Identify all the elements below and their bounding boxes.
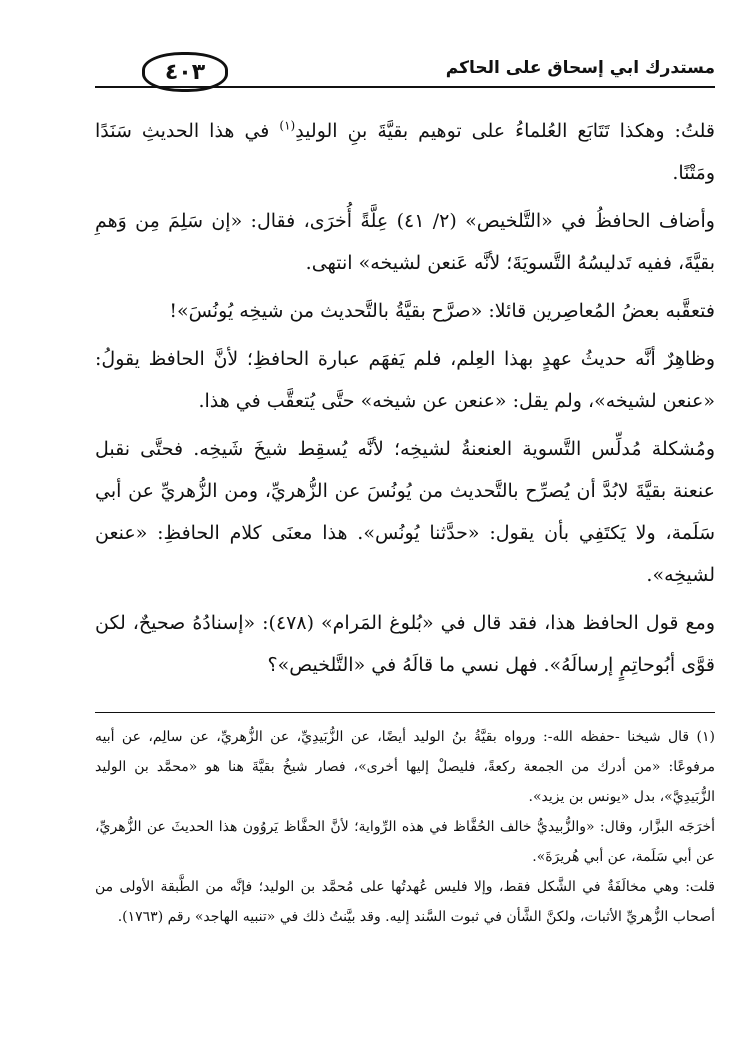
footnote-paragraph: (١) قال شيخنا -حفظه الله-: ورواه بقيَّةُ بنُ الوليد أيضًا، عن الزُّبَيدِيِّ، عن الزُّهريِّ، عن سالِم، عن أبيه مرفوعًا: «من أدرك من الجمعة ركعةً، فليصلْ إليها أخرى»، فصار شيخُ بقيَّةَ هنا هو «محمَّد بن الوليد الزُّبَيدِيَّ»، بدل «يونس بن يزيد». (95, 729, 715, 805)
footnote-separator (95, 712, 715, 713)
paragraph-6: ومع قول الحافظ هذا، فقد قال في «بُلوغ المَرام» (٤٧٨): «إسنادُهُ صحيحٌ، لكن قوَّى أبُوحاتِمٍ إرسالَهُ». فهل نسي ما قالَهُ في «التَّلخيص»؟ (95, 612, 715, 676)
paragraph-5: ومُشكلة مُدلِّس التَّسوية العنعنةُ لشيخِه؛ لأنَّه يُسقِط شيخَ شَيخِه. فحتَّى نقبل عنعنة بقيَّةَ لابُدَّ أن يُصرِّح بالتَّحديث من يُونُسَ عن الزُّهريِّ، ومن الزُّهريِّ عن أبي سَلَمة، ولا يَكتَفِي بأن يقول: «حدَّثنا يُونُس». هذا معنَى كلام الحافظِ: «عنعن لشيخِه». (95, 438, 715, 586)
paragraph-1-text-b: في هذا الحديثِ سَنَدًا ومَتْنًا. (95, 120, 715, 184)
header-rule (95, 86, 715, 88)
running-title: مستدرك ابي إسحاق على الحاكم (445, 58, 715, 78)
paragraph-4: وظاهِرٌ أنَّه حديثُ عهدٍ بهذا العِلم، فلم يَفهَم عبارة الحافظِ؛ لأنَّ الحافظ يقولُ: «عنعن لشيخه»، ولم يقل: «عنعن عن شيخه» حتَّى يُتعقَّب في هذا. (95, 348, 715, 412)
paragraph-3: فتعقَّبه بعضُ المُعاصِرين قائلا: «صرَّح بقيَّةُ بالتَّحديث من شيخِه يُونُسَ»! (169, 300, 715, 322)
footnotes (95, 722, 715, 932)
footnote-paragraph: قلت: وهي مخالَفَةٌ في الشَّكل فقط، وإلا فليس عُهدتُها على مُحمَّد بن الوليد؛ فإنَّه من الطَّبقة الأولى من أصحاب الزُّهريِّ الأثبات، ولكنَّ الشَّأن في ثبوت السَّند إليه. وقد بيَّنتُ ذلك في «تنبيه الهاجد» رقم (١٧٦٣). (95, 879, 715, 925)
paragraph-2: وأضاف الحافظُ في «التَّلخيص» (٢/ ٤١) عِلَّةً أُخرَى، فقال: «إن سَلِمَ مِن وَهمِ بقيَّةَ، ففيه تَدليسُهُ التَّسويَةَ؛ لأنَّه عَنعن لشيخه» انتهى. (95, 210, 715, 274)
page-header (95, 52, 715, 100)
paragraph-1 (95, 110, 715, 194)
page-number: ٤٠٣ (164, 59, 206, 85)
footnote-paragraph: أخرَجَه البزَّار، وقال: «والزُّبيديُّ خالف الحُفَّاظ في هذه الرِّواية؛ لأنَّ الحفَّاظ يَروُون هذا الحديثَ عن الزُّهريِّ، عن أبي سَلَمة، عن أبي هُريرَةَ». (95, 819, 715, 865)
main-text (95, 110, 715, 692)
footnote-marker: (١) (279, 118, 296, 133)
paragraph-1-text-a: قلتُ: وهكذا تَتَابَع العُلماءُ على توهيم بقيَّةَ بنِ الوليدِ (295, 120, 715, 142)
